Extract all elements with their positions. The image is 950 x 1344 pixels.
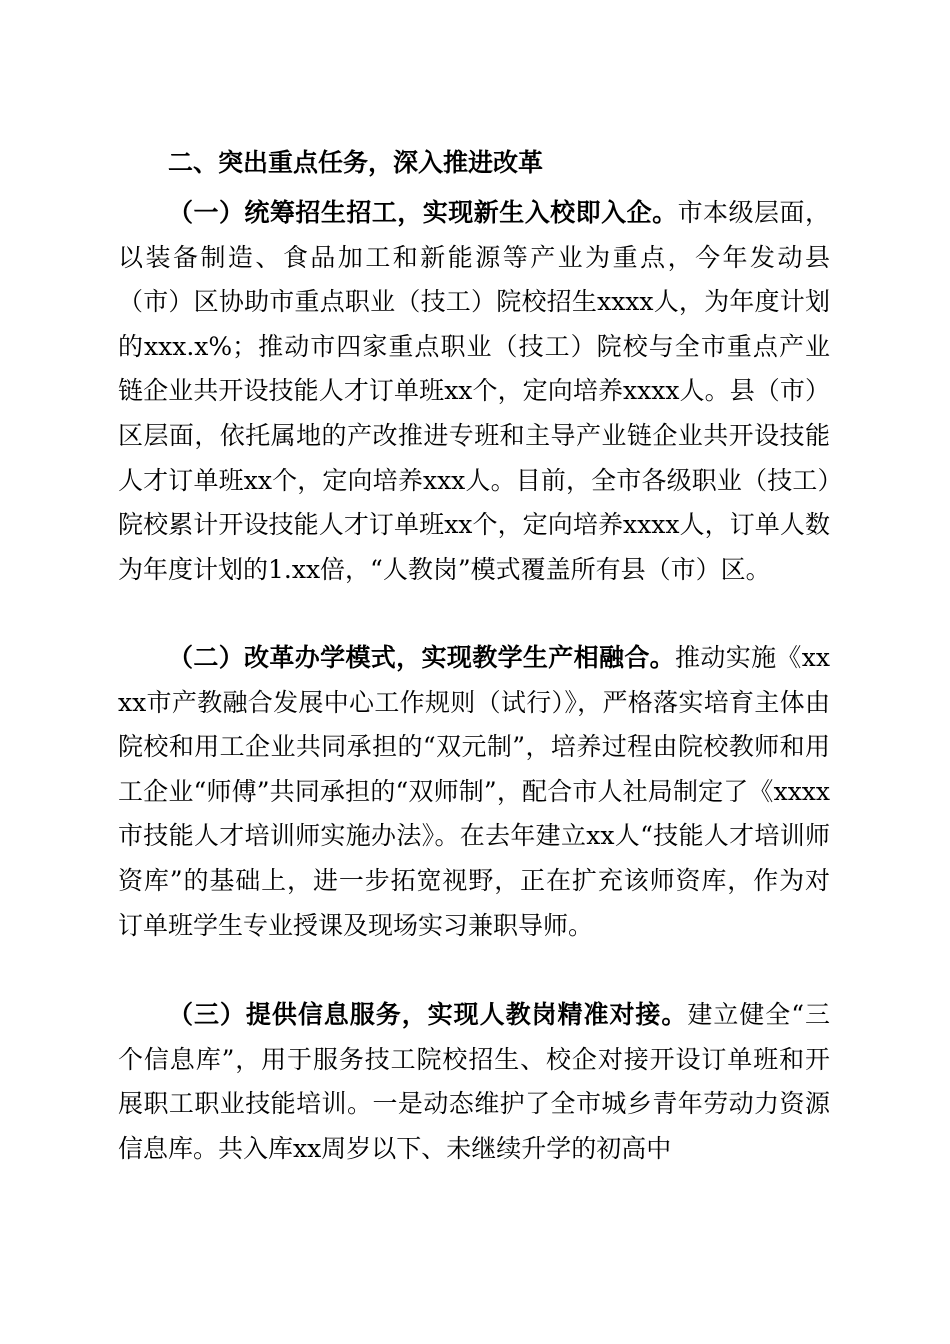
paragraph-3 (118, 993, 830, 1171)
paragraph-2-text: 推动实施《xxxx市产教融合发展中心工作规则（试行）》，严格落实培育主体由院校和用工企业共同承担的“双元制”，培养过程由院校教师和用工企业“师傅”共同承担的“双师制”，配合市人社局制定了《xxxx市技能人才培训师实施办法》。在去年建立xx人“技能人才培训师资库”的基础上，进一步拓宽视野，正在扩充该师资库，作为对订单班学生专业授课及现场实习兼职导师。 (118, 643, 830, 940)
paragraph-3-lead: （三）提供信息服务，实现人教岗精准对接。 (168, 1000, 688, 1029)
paragraph-2 (118, 636, 830, 948)
section-heading: 二、突出重点任务，深入推进改革 (168, 148, 544, 177)
paragraph-1-text: 市本级层面，以装备制造、食品加工和新能源等产业为重点，今年发动县（市）区协助市重点职业（技工）院校招生xxxx人，为年度计划的xxx.x%；推动市四家重点职业（技工）院校与全市重点产业链企业共开设技能人才订单班xx个，定向培养xxxx人。县（市）区层面，依托属地的产改推进专班和主导产业链企业共开设技能人才订单班xx个，定向培养xxx人。目前，全市各级职业（技工）院校累计开设技能人才订单班xx个，定向培养xxxx人，订单人数为年度计划的1.xx倍，“人教岗”模式覆盖所有县（市）区。 (118, 198, 830, 584)
paragraph-1-lead: （一）统筹招生招工，实现新生入校即入企。 (168, 198, 678, 227)
paragraph-2-lead: （二）改革办学模式，实现教学生产相融合。 (168, 643, 676, 672)
paragraph-1 (118, 191, 830, 592)
paragraph-3-text: 建立健全“三个信息库”，用于服务技工院校招生、校企对接开设订单班和开展职工职业技能培训。一是动态维护了全市城乡青年劳动力资源信息库。共入库xx周岁以下、未继续升学的初高中 (118, 1000, 830, 1163)
